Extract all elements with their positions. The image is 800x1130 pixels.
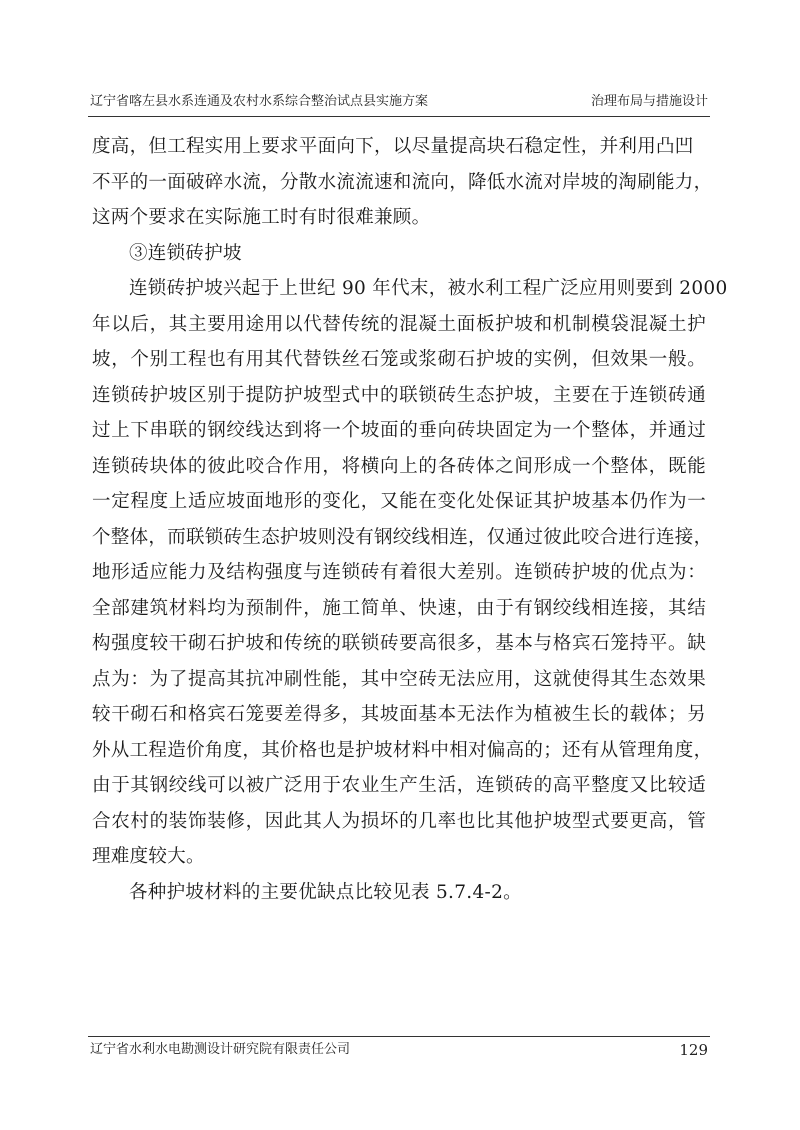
- text-line: 由于其钢绞线可以被广泛用于农业生产生活，连锁砖的高平整度又比较适: [92, 775, 706, 796]
- section-title: 治理布局与措施设计: [590, 94, 708, 109]
- text-line: 年以后，其主要用途用以代替传统的混凝土面板护坡和机制模袋混凝土护: [92, 313, 706, 335]
- page-number: 129: [679, 1041, 708, 1059]
- text-line: 连锁砖护坡区别于提防护坡型式中的联锁砖生态护坡，主要在于连锁砖通: [92, 384, 706, 406]
- text-line: 地形适应能力及结构强度与连锁砖有着很大差别。连锁砖护坡的优点为：: [92, 562, 706, 583]
- text-line: 合农村的装饰装修，因此其人为损坏的几率也比其他护坡型式要更高，管: [92, 810, 706, 832]
- text-line: 构强度较干砌石护坡和传统的联锁砖要高很多，基本与格宾石笼持平。缺: [92, 633, 706, 654]
- footer-divider: [88, 1036, 710, 1037]
- organization-name: 辽宁省水利水电勘测设计研究院有限责任公司: [90, 1042, 351, 1057]
- text-line: 连锁砖块体的彼此咬合作用，将横向上的各砖体之间形成一个整体，既能: [92, 455, 706, 477]
- text-line: 连锁砖护坡兴起于上世纪 90 年代末，被水利工程广泛应用则要到 2000: [129, 278, 728, 299]
- header-divider: [88, 116, 710, 117]
- document-title: 辽宁省喀左县水系连通及农村水系综合整治试点县实施方案: [90, 94, 429, 109]
- text-line: 一定程度上适应坡面地形的变化，又能在变化处保证其护坡基本仍作为一: [92, 491, 706, 512]
- page-header: [90, 92, 708, 112]
- text-line: 坡，个别工程也有用其代替铁丝石笼或浆砌石护坡的实例，但效果一般。: [92, 349, 706, 370]
- text-line: 较干砌石和格宾石笼要差得多，其坡面基本无法作为植被生长的载体；另: [92, 704, 706, 725]
- text-line: 这两个要求在实际施工时有时很难兼顾。: [92, 207, 431, 228]
- text-line: 理难度较大。: [92, 846, 205, 867]
- text-line: 全部建筑材料均为预制件，施工简单、快速，由于有钢绞线相连接，其结: [92, 597, 706, 619]
- text-line: 过上下串联的钢绞线达到将一个坡面的垂向砖块固定为一个整体，并通过: [92, 420, 706, 441]
- text-line: 不平的一面破碎水流，分散水流流速和流向，降低水流对岸坡的淘刷能力，: [92, 171, 713, 193]
- text-line: 点为：为了提高其抗冲刷性能，其中空砖无法应用，这就使得其生态效果: [92, 668, 706, 690]
- text-line: 度高，但工程实用上要求平面向下，以尽量提高块石稳定性，并利用凸凹: [92, 136, 694, 157]
- text-line: 个整体，而联锁砖生态护坡则没有钢绞线相连，仅通过彼此咬合进行连接，: [92, 526, 713, 548]
- text-line: 外从工程造价角度，其价格也是护坡材料中相对偏高的；还有从管理角度，: [92, 739, 713, 761]
- page-footer: [90, 1040, 708, 1060]
- body-text: [92, 129, 728, 910]
- subsection-heading: ③连锁砖护坡: [129, 242, 242, 264]
- text-line: 各种护坡材料的主要优缺点比较见表 5.7.4-2。: [129, 881, 522, 903]
